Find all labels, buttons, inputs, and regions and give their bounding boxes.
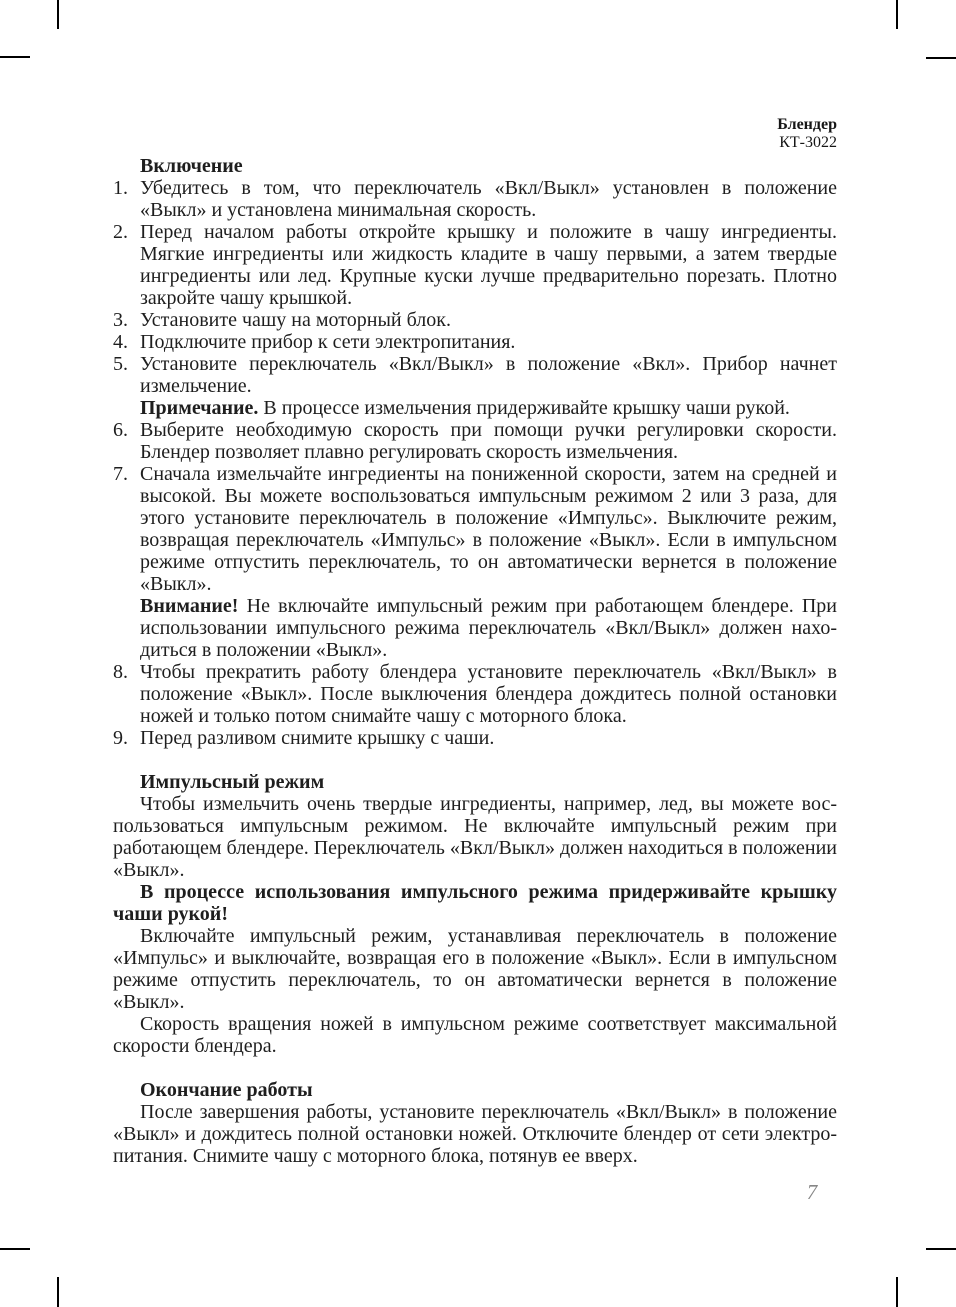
list-text: Подключите прибор к сети электропитания. (140, 331, 516, 353)
crop-mark-bottom-right-vertical (896, 1277, 898, 1307)
list-text: Установите чашу на моторный блок. (140, 309, 451, 331)
list-item-9 (113, 727, 837, 749)
list-text: Установите переключатель «Вкл/Выкл» в положение «Вкл». Прибор начнет измельчение. (140, 353, 837, 397)
section-title-pulse-mode: Импульсный режим (140, 771, 325, 793)
section-title-finishing-work: Окончание работы (140, 1079, 313, 1101)
list-text: Сначала измельчайте ингредиенты на пониженной скорости, затем на средней и высокой. Вы можете воспользоваться импульсным режимом 2 или 3 раза, для этого установите переключатель в положение «Импульс». Выключите режим, возвращая переключатель «Импульс» в положение «Выкл». Если в импульсном режиме отпустить переключатель, то он автоматически вернется в положение «Выкл». (140, 463, 837, 595)
crop-mark-top-left-horizontal (0, 56, 30, 58)
pulse-mode-paragraph-2: Включайте импульсный режим, устанавливая переключатель в положение «Импульс» и выключайте, возвращая его в положение «Выкл». Если в импульсном режиме отпустить переключатель, то он автоматически вернется в положение «Выкл». (113, 925, 837, 1013)
list-item-8 (113, 661, 837, 727)
list-number: 6. (113, 419, 128, 441)
list-number: 4. (113, 331, 128, 353)
list-number: 2. (113, 221, 128, 243)
list-text: Перед началом работы откройте крышку и положите в чашу ингредиенты. Мягкие ингредиенты или жидкость кладите в чашу первыми, а затем твердые ингредиенты или лед. Крупные куски лучше предварительно порезать. Плотно закройте чашу крышкой. (140, 221, 837, 309)
note-text: Не включайте импульсный режим при работающем блендере. При использовании импульсного режима переключатель «Вкл/Выкл» должен находиться в положении «Выкл». (140, 595, 838, 661)
page-content (113, 155, 837, 1167)
model-number: КТ-3022 (779, 134, 837, 151)
list-text: Выберите необходимую скорость при помощи ручки регулировки скорости. Блендер позволяет плавно регулировать скорость измельчения. (140, 419, 837, 463)
list-item-6 (113, 419, 837, 463)
crop-mark-top-right-vertical (896, 0, 898, 29)
pulse-mode-warning-paragraph: В процессе использования импульсного режима придерживайте крышку чаши рукой! (113, 881, 837, 925)
page-header (113, 116, 837, 152)
list-number: 7. (113, 463, 128, 485)
list-item-4 (113, 331, 837, 353)
pulse-mode-paragraph-1: Чтобы измельчить очень твердые ингредиенты, например, лед, вы можете воспользоваться импульсным режимом. Не включайте импульсный режим при работающем блендере. Переключатель «Вкл/Выкл» должен находиться в положении «Выкл». (113, 793, 837, 881)
note-lead: Внимание! (140, 595, 239, 617)
note-remark (140, 397, 837, 419)
list-number: 3. (113, 309, 128, 331)
list-number: 5. (113, 353, 128, 375)
list-number: 9. (113, 727, 128, 749)
finishing-work-paragraph: После завершения работы, установите переключатель «Вкл/Выкл» в положение «Выкл» и дождитесь полной остановки ножей. Отключите блендер от сети электропитания. Снимите чашу с моторного блока, потянув ее вверх. (113, 1101, 837, 1167)
note-text: В процессе измельчения придерживайте крышку чаши рукой. (263, 397, 790, 419)
brand-title: Блендер (777, 116, 837, 133)
crop-mark-bottom-right-horizontal (926, 1248, 956, 1250)
note-lead: Примечание. (140, 397, 259, 419)
list-number: 1. (113, 177, 128, 199)
crop-mark-top-right-horizontal (926, 57, 956, 59)
page-number: 7 (806, 1180, 818, 1204)
list-text: Убедитесь в том, что переключатель «Вкл/Выкл» установлен в положение «Выкл» и установлена минимальная скорость. (140, 177, 837, 221)
list-number: 8. (113, 661, 128, 683)
list-item-2 (113, 221, 837, 309)
section-title-switching-on: Включение (140, 155, 243, 177)
pulse-mode-paragraph-3: Скорость вращения ножей в импульсном режиме соответствует максимальной скорости блендера. (113, 1013, 837, 1057)
list-item-1 (113, 177, 837, 221)
note-attention (140, 595, 837, 661)
crop-mark-bottom-left-horizontal (0, 1248, 30, 1250)
list-item-3 (113, 309, 837, 331)
crop-mark-top-left-vertical (57, 0, 59, 29)
list-text: Перед разливом снимите крышку с чаши. (140, 727, 495, 749)
crop-mark-bottom-left-vertical (57, 1277, 59, 1307)
list-item-5 (113, 353, 837, 419)
list-item-7 (113, 463, 837, 661)
list-text: Чтобы прекратить работу блендера установите переключатель «Вкл/Выкл» в положение «Выкл». После выключения блендера дождитесь полной остановки ножей и только потом снимайте чашу с моторного блока. (140, 661, 837, 727)
